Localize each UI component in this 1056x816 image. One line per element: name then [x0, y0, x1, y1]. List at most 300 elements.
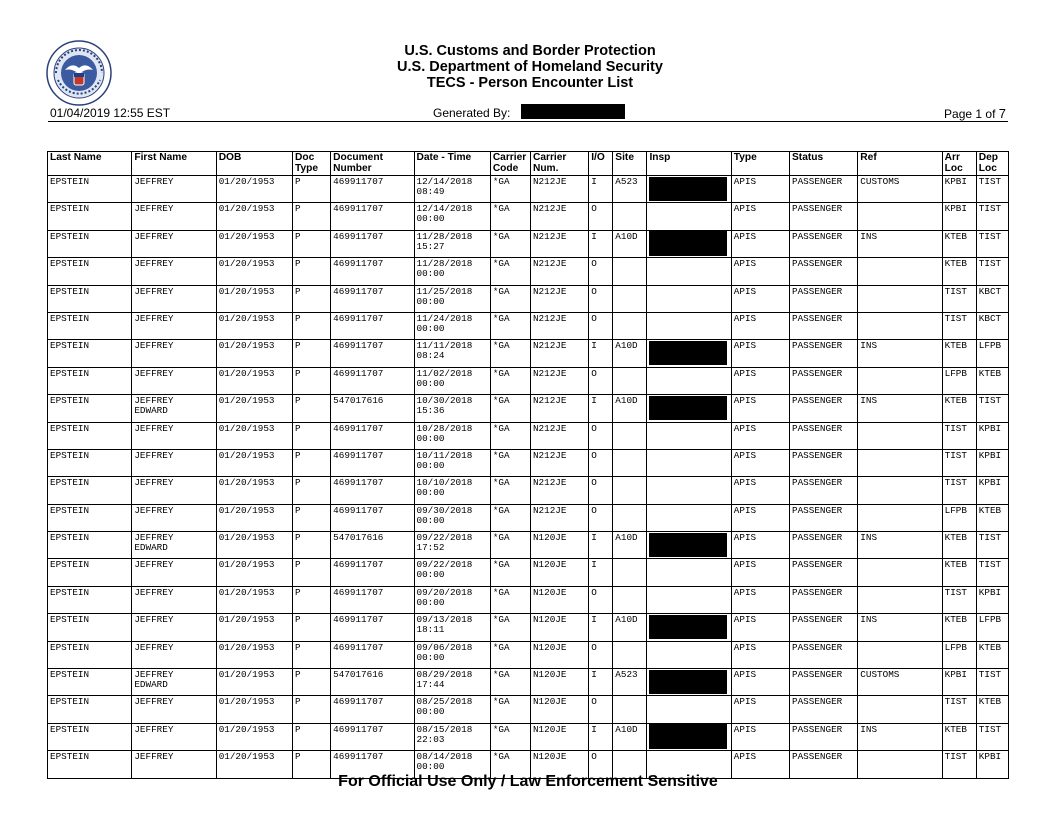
cell-io [589, 203, 613, 230]
cell-text: CUSTOMS [860, 176, 900, 187]
cell-type [731, 422, 789, 449]
cell-text: TIST [978, 176, 1002, 187]
cell-text: 12/14/2018 [416, 176, 473, 187]
cell-status [790, 669, 858, 696]
cell-insp [647, 203, 731, 230]
cell-text: JEFFREY [134, 641, 174, 653]
cell-site [613, 559, 647, 586]
cell-text: 00:00 [416, 377, 445, 389]
cell-first [132, 723, 216, 750]
cell-text: A10D [615, 723, 638, 735]
table-row [48, 395, 1009, 422]
cell-carrier-code [490, 477, 530, 504]
cell-text: 01/20/1953 [218, 559, 275, 571]
cell-text: O [591, 477, 597, 489]
column-header-line: First Name [134, 152, 187, 163]
cell-text: 00:00 [416, 651, 445, 663]
cell-text: N120JE [532, 751, 567, 763]
cell-site [613, 422, 647, 449]
cell-dob [216, 641, 292, 668]
cell-text: CUSTOMS [860, 669, 900, 681]
cell-carrier-num [530, 477, 588, 504]
cell-text: 01/20/1953 [218, 614, 275, 626]
cell-dob [216, 559, 292, 586]
cell-text: APIS [733, 696, 757, 708]
cell-text: N212JE [532, 230, 567, 242]
cell-text: EPSTEIN [50, 641, 90, 653]
cell-insp [647, 449, 731, 476]
cell-type [731, 669, 789, 696]
cell-text: APIS [733, 312, 757, 324]
redaction-block [649, 615, 727, 639]
cell-dep [976, 367, 1008, 394]
cell-dep [976, 559, 1008, 586]
cell-text: JEFFREY [134, 340, 174, 352]
cell-text: *GA [492, 641, 510, 653]
cell-text: *GA [492, 504, 510, 516]
cell-dob [216, 230, 292, 257]
table-row [48, 258, 1009, 285]
cell-last [48, 504, 132, 531]
cell-text: 01/20/1953 [218, 449, 275, 461]
cell-text: KTEB [978, 696, 1002, 708]
cell-text: JEFFREY [134, 203, 174, 215]
cell-type [731, 586, 789, 613]
page-total: 7 [998, 106, 1006, 121]
cell-text: APIS [733, 230, 757, 242]
cell-text: *GA [492, 395, 510, 407]
cell-dob [216, 669, 292, 696]
cell-type [731, 614, 789, 641]
cell-type [731, 559, 789, 586]
cell-text: KTEB [944, 258, 967, 270]
cell-carrier-num [530, 614, 588, 641]
cell-text: *GA [492, 176, 510, 187]
cell-text: KTEB [978, 504, 1002, 516]
cell-carrier-num [530, 449, 588, 476]
cell-text: TIST [944, 285, 967, 297]
cell-text: P [295, 723, 301, 735]
cell-status [790, 395, 858, 422]
cell-text: P [295, 586, 301, 598]
cell-doc-type [293, 449, 331, 476]
cell-site [613, 723, 647, 750]
cell-first [132, 532, 216, 559]
cell-doc-type [293, 230, 331, 257]
header-divider [48, 121, 1008, 122]
cell-io [589, 586, 613, 613]
cell-text: *GA [492, 449, 510, 461]
table-body [48, 176, 1009, 779]
cell-text: 469911707 [333, 586, 384, 598]
cell-text: TIST [978, 395, 1002, 407]
cell-text: KTEB [944, 723, 967, 735]
cell-text: KTEB [944, 559, 967, 571]
cell-text: N212JE [532, 504, 567, 516]
cell-ref [858, 395, 942, 422]
department-title: U.S. Department of Homeland Security [397, 59, 663, 75]
cell-carrier-code [490, 696, 530, 723]
cell-insp [647, 559, 731, 586]
redaction-block [649, 177, 727, 201]
cell-text: 00:00 [416, 322, 445, 334]
cell-last [48, 340, 132, 367]
cell-text: APIS [733, 367, 757, 379]
cell-last [48, 669, 132, 696]
cell-doc-num [331, 395, 414, 422]
cell-type [731, 723, 789, 750]
cell-site [613, 586, 647, 613]
cell-status [790, 723, 858, 750]
cell-text: EPSTEIN [50, 504, 90, 516]
cell-io [589, 312, 613, 339]
cell-site [613, 504, 647, 531]
cell-text: KTEB [944, 230, 967, 242]
cell-text: N120JE [532, 641, 567, 653]
encounter-table [47, 151, 1009, 779]
column-header-line: Status [792, 152, 824, 163]
cell-type [731, 312, 789, 339]
cell-text: PASSENGER [792, 696, 843, 708]
cell-text: 10/10/2018 [416, 477, 473, 489]
cell-text: 18:11 [416, 624, 445, 636]
cell-first [132, 586, 216, 613]
column-header-line: Code [492, 162, 519, 174]
cell-ref [858, 422, 942, 449]
cell-text: PASSENGER [792, 532, 843, 544]
cell-site [613, 285, 647, 312]
cell-text: N120JE [532, 614, 567, 626]
cell-doc-num [331, 230, 414, 257]
cell-ref [858, 203, 942, 230]
cell-dob [216, 614, 292, 641]
column-header-line: Loc [978, 162, 997, 174]
cell-io [589, 367, 613, 394]
cell-arr [942, 614, 976, 641]
cell-text: EPSTEIN [50, 203, 90, 215]
cell-carrier-num [530, 285, 588, 312]
cell-text: 11/02/2018 [416, 367, 473, 379]
cell-text: TIST [944, 477, 967, 489]
cell-text: N212JE [532, 367, 567, 379]
table-row [48, 176, 1009, 203]
cell-carrier-num [530, 723, 588, 750]
cell-text: 00:00 [416, 596, 445, 608]
cell-text: KBCT [978, 312, 1002, 324]
cell-text: INS [860, 340, 878, 352]
cell-text: 01/20/1953 [218, 340, 275, 352]
cell-text: PASSENGER [792, 669, 843, 681]
cell-text: N212JE [532, 395, 567, 407]
cell-last [48, 696, 132, 723]
cell-carrier-code [490, 312, 530, 339]
cell-ref [858, 176, 942, 203]
cell-text: EPSTEIN [50, 586, 90, 598]
cell-ref [858, 641, 942, 668]
cell-text: P [295, 258, 301, 270]
cell-text: LFPB [944, 504, 967, 516]
cell-doc-num [331, 614, 414, 641]
cell-text: A10D [615, 532, 638, 544]
cell-date [414, 559, 490, 586]
cell-first [132, 422, 216, 449]
cell-dep [976, 312, 1008, 339]
cell-io [589, 532, 613, 559]
cell-text: 08/25/2018 [416, 696, 473, 708]
cell-text: TIST [944, 751, 967, 763]
cell-dep [976, 614, 1008, 641]
cell-status [790, 614, 858, 641]
cell-text: PASSENGER [792, 340, 843, 352]
cell-date [414, 641, 490, 668]
cell-carrier-num [530, 367, 588, 394]
cell-text: JEFFREY [134, 312, 174, 324]
column-header [216, 152, 292, 176]
column-header-line: I/O [591, 152, 605, 163]
cell-last [48, 312, 132, 339]
cell-text: P [295, 395, 301, 407]
cell-site [613, 641, 647, 668]
cell-text: 01/20/1953 [218, 367, 275, 379]
cell-text: 01/20/1953 [218, 641, 275, 653]
cell-text: EPSTEIN [50, 696, 90, 708]
cell-last [48, 258, 132, 285]
cell-text: 469911707 [333, 285, 384, 297]
cell-dep [976, 340, 1008, 367]
cell-text: JEFFREY [134, 449, 174, 461]
cell-io [589, 504, 613, 531]
cell-text: LFPB [978, 614, 1002, 626]
cell-status [790, 696, 858, 723]
cell-io [589, 477, 613, 504]
cell-site [613, 696, 647, 723]
cell-doc-type [293, 532, 331, 559]
cell-text: EPSTEIN [50, 340, 90, 352]
cell-text: PASSENGER [792, 285, 843, 297]
cell-text: 469911707 [333, 477, 384, 489]
cell-doc-num [331, 723, 414, 750]
cell-text: TIST [978, 532, 1002, 544]
cell-text: O [591, 641, 597, 653]
cell-text: 469911707 [333, 751, 384, 763]
cell-insp [647, 586, 731, 613]
cell-text: N120JE [532, 723, 567, 735]
cell-text: A523 [615, 176, 638, 187]
cell-text: APIS [733, 723, 757, 735]
cell-insp [647, 504, 731, 531]
cell-text: JEFFREY [134, 422, 174, 434]
cell-text: JEFFREY [134, 669, 174, 681]
cell-text: I [591, 614, 597, 626]
cell-text: I [591, 395, 597, 407]
cell-arr [942, 312, 976, 339]
cell-text: N212JE [532, 258, 567, 270]
cell-status [790, 559, 858, 586]
cell-doc-type [293, 367, 331, 394]
cell-text: APIS [733, 504, 757, 516]
cell-dob [216, 586, 292, 613]
cell-arr [942, 559, 976, 586]
cell-ref [858, 696, 942, 723]
cell-text: EDWARD [134, 405, 168, 417]
table-row [48, 723, 1009, 750]
cell-text: KPBI [944, 176, 967, 187]
cell-last [48, 422, 132, 449]
cell-date [414, 723, 490, 750]
cell-carrier-code [490, 203, 530, 230]
cell-doc-num [331, 504, 414, 531]
cell-text: *GA [492, 477, 510, 489]
cell-text: *GA [492, 285, 510, 297]
cell-type [731, 285, 789, 312]
cell-carrier-code [490, 340, 530, 367]
cell-site [613, 614, 647, 641]
table-row [48, 203, 1009, 230]
cell-text: KTEB [978, 641, 1002, 653]
dhs-seal-icon [46, 40, 112, 106]
cell-text: P [295, 285, 301, 297]
cell-text: PASSENGER [792, 559, 843, 571]
cell-date [414, 669, 490, 696]
cell-text: TIST [944, 449, 967, 461]
cell-last [48, 367, 132, 394]
cell-date [414, 586, 490, 613]
cell-doc-num [331, 449, 414, 476]
redaction-block [649, 533, 727, 557]
cell-text: LFPB [944, 367, 967, 379]
cell-text: O [591, 312, 597, 324]
cell-text: JEFFREY [134, 751, 174, 763]
cell-date [414, 285, 490, 312]
cell-text: 01/20/1953 [218, 751, 275, 763]
cell-dob [216, 203, 292, 230]
cell-text: 01/20/1953 [218, 230, 275, 242]
cell-text: *GA [492, 422, 510, 434]
cell-carrier-code [490, 258, 530, 285]
cell-text: EPSTEIN [50, 285, 90, 297]
cell-text: N212JE [532, 340, 567, 352]
cell-text: 00:00 [416, 432, 445, 444]
cell-carrier-code [490, 586, 530, 613]
cell-carrier-num [530, 696, 588, 723]
cell-type [731, 230, 789, 257]
cell-io [589, 176, 613, 203]
column-header [858, 152, 942, 176]
cell-text: P [295, 176, 301, 187]
cell-text: JEFFREY [134, 176, 174, 187]
cell-text: N212JE [532, 449, 567, 461]
cell-doc-type [293, 285, 331, 312]
cell-carrier-num [530, 230, 588, 257]
cell-carrier-code [490, 559, 530, 586]
cell-type [731, 258, 789, 285]
cell-text: JEFFREY [134, 477, 174, 489]
cell-carrier-code [490, 285, 530, 312]
cell-io [589, 395, 613, 422]
cell-arr [942, 285, 976, 312]
cell-status [790, 203, 858, 230]
report-title: TECS - Person Encounter List [426, 75, 634, 91]
cell-arr [942, 669, 976, 696]
cell-last [48, 586, 132, 613]
cell-text: JEFFREY [134, 614, 174, 626]
cell-date [414, 203, 490, 230]
cell-text: INS [860, 614, 878, 626]
cell-text: APIS [733, 449, 757, 461]
cell-text: KPBI [944, 203, 967, 215]
cell-text: 01/20/1953 [218, 669, 275, 681]
cell-text: TIST [978, 669, 1002, 681]
cell-dep [976, 230, 1008, 257]
cell-text: 00:00 [416, 268, 445, 280]
cell-text: 01/20/1953 [218, 395, 275, 407]
cell-carrier-num [530, 176, 588, 203]
cell-doc-num [331, 586, 414, 613]
cell-text: 01/20/1953 [218, 723, 275, 735]
cell-text: JEFFREY [134, 285, 174, 297]
cell-text: KTEB [944, 340, 967, 352]
cell-arr [942, 367, 976, 394]
cell-carrier-code [490, 723, 530, 750]
cell-text: P [295, 504, 301, 516]
column-header-line: Document [333, 152, 383, 163]
cell-text: PASSENGER [792, 203, 843, 215]
cell-date [414, 504, 490, 531]
cell-text: 469911707 [333, 230, 384, 242]
cell-arr [942, 586, 976, 613]
cell-type [731, 203, 789, 230]
cell-text: O [591, 449, 597, 461]
cell-doc-num [331, 258, 414, 285]
cell-last [48, 176, 132, 203]
cell-text: 08:24 [416, 350, 445, 362]
cell-text: A10D [615, 395, 638, 407]
cell-insp [647, 312, 731, 339]
cell-text: *GA [492, 614, 510, 626]
cell-doc-type [293, 586, 331, 613]
cell-text: 15:27 [416, 240, 445, 252]
cell-text: 09/30/2018 [416, 504, 473, 516]
cell-doc-type [293, 504, 331, 531]
cell-text: APIS [733, 477, 757, 489]
cell-text: *GA [492, 559, 510, 571]
cell-ref [858, 312, 942, 339]
cell-type [731, 696, 789, 723]
cell-text: APIS [733, 258, 757, 270]
cell-doc-num [331, 422, 414, 449]
cell-text: P [295, 312, 301, 324]
cell-date [414, 230, 490, 257]
cell-text: *GA [492, 367, 510, 379]
cell-first [132, 395, 216, 422]
cell-ref [858, 559, 942, 586]
table-row [48, 449, 1009, 476]
cell-text: 12/14/2018 [416, 203, 473, 215]
cell-carrier-num [530, 586, 588, 613]
cell-text: O [591, 504, 597, 516]
cell-first [132, 258, 216, 285]
cell-first [132, 477, 216, 504]
cell-doc-num [331, 367, 414, 394]
cell-text: PASSENGER [792, 614, 843, 626]
cell-text: KTEB [978, 367, 1002, 379]
cell-text: O [591, 422, 597, 434]
page-label: Page 1 of [944, 107, 996, 121]
cell-text: I [591, 559, 597, 571]
column-header-line: Arr [944, 152, 960, 163]
cell-dob [216, 422, 292, 449]
cell-text: KBCT [978, 285, 1002, 297]
